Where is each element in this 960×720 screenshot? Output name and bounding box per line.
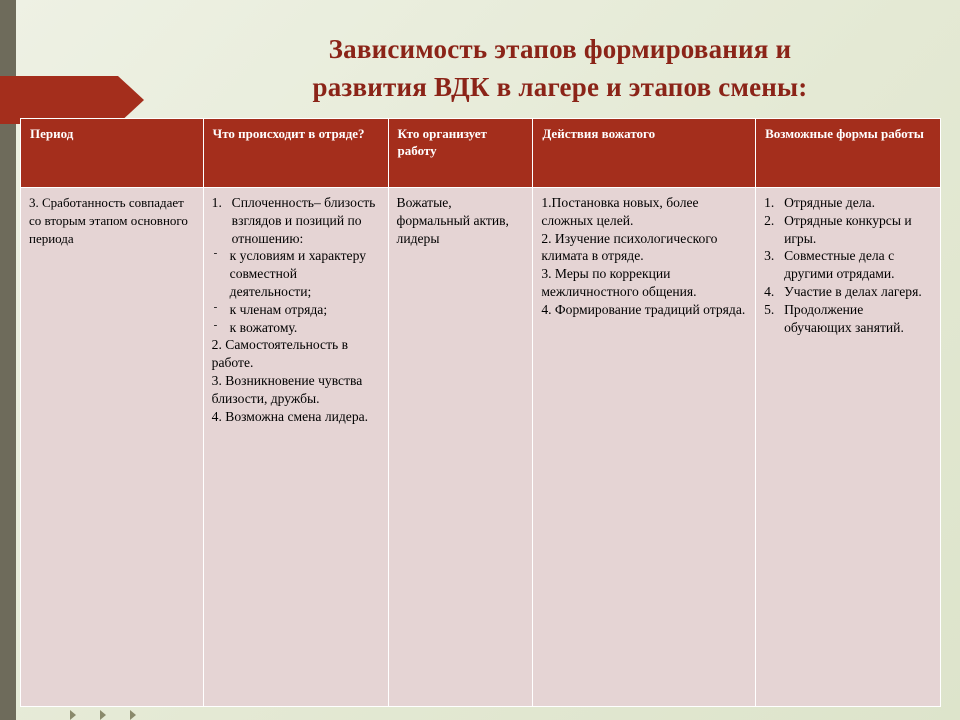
dash-item: - к условиям и характеру совместной деятельности; (213, 247, 366, 299)
list-text: Сплоченность– близость взглядов и позиций по отношению: (231, 195, 376, 246)
header-who-organizes: Кто организует работу (388, 119, 533, 188)
what-happens-item-4: 4. Возможна смена лидера. (211, 408, 369, 424)
stages-table (20, 118, 941, 707)
action-item: 2. Изучение психологического климата в отряде. (541, 230, 718, 264)
work-forms-list (764, 194, 932, 336)
list-number: 1. (211, 195, 222, 210)
cell-period (21, 188, 204, 707)
slide-title (230, 30, 890, 106)
red-arrow-shape (0, 76, 144, 124)
dash-bullet-icon: - (213, 247, 218, 260)
header-what-happens: Что происходит в отряде? (203, 119, 388, 188)
header-work-forms: Возможные формы работы (756, 119, 941, 188)
what-happens-item-3: 3. Возникновение чувства близости, дружбы. (211, 372, 363, 406)
list-item (212, 194, 380, 247)
action-item: 4. Формирование традиций отряда. (541, 301, 746, 317)
title-line-2: развития ВДК в лагере и этапов смены: (312, 72, 808, 102)
what-happens-item-2: 2. Самостоятельность в работе. (211, 337, 349, 371)
dash-bullet-icon: - (213, 300, 218, 313)
action-item: 3. Меры по коррекции межличностного общения. (541, 266, 697, 299)
list-item: 4. Участие в делах лагеря. (764, 283, 922, 299)
what-happens-list (212, 194, 380, 247)
list-item: 5. Продолжение обучающих занятий. (764, 301, 904, 335)
header-period: Период (21, 119, 204, 188)
list-item: 2. Отрядные конкурсы и игры. (764, 212, 912, 246)
header-counselor-actions: Действия вожатого (533, 119, 756, 188)
cell-who-organizes (388, 188, 533, 707)
title-line-1: Зависимость этапов формирования и (328, 34, 792, 64)
dash-item: - к вожатому. (213, 318, 298, 335)
period-text: 3. Сработанность совпадает со вторым этапом основного периода (29, 195, 188, 246)
bottom-decoration (40, 708, 160, 720)
dash-item: - к членам отряда; (213, 300, 328, 317)
table-row (21, 188, 941, 707)
dash-bullet-icon: - (213, 318, 218, 331)
cell-what-happens (203, 188, 388, 707)
list-item: 3. Совместные дела с другими отрядами. (764, 248, 895, 282)
table-header-row (21, 119, 941, 188)
cell-counselor-actions (533, 188, 756, 707)
action-item: 1.Постановка новых, более сложных целей. (541, 195, 699, 228)
cell-work-forms (756, 188, 941, 707)
list-item: 1. Отрядные дела. (764, 195, 875, 210)
dash-list (212, 247, 380, 336)
who-organizes-text: Вожатые, формальный актив, лидеры (396, 195, 509, 246)
